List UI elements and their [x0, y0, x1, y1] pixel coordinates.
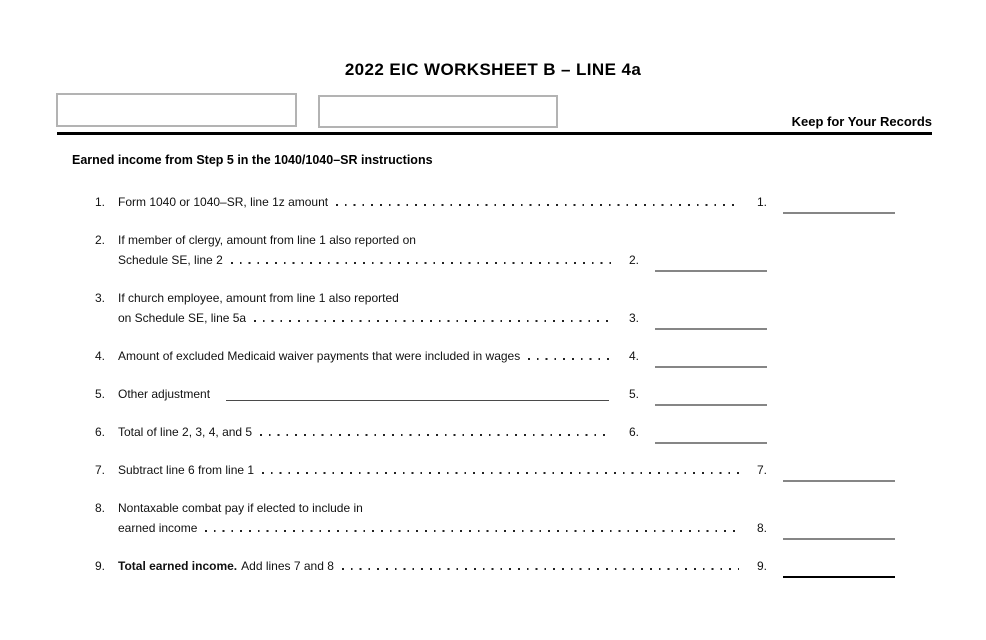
line-text: Total of line 2, 3, 4, and 5	[118, 425, 253, 439]
line-text: on Schedule SE, line 5a	[118, 311, 247, 325]
line-text: earned income	[118, 521, 198, 535]
header-entry-box-left[interactable]	[56, 93, 297, 127]
answer-number: 7.	[756, 463, 767, 477]
dotted-leader	[260, 434, 611, 436]
other-adjustment-field[interactable]	[226, 400, 609, 401]
line-6-amount-field[interactable]	[655, 442, 767, 444]
line-9-total-field[interactable]	[783, 576, 895, 578]
worksheet-line-5	[57, 384, 932, 404]
answer-number: 3.	[628, 311, 639, 325]
worksheet-line-8	[57, 498, 932, 538]
line-number: 2.	[94, 233, 105, 247]
header-rule	[57, 132, 932, 135]
answer-number: 1.	[756, 195, 767, 209]
worksheet-line-7	[57, 460, 932, 480]
answer-number: 8.	[756, 521, 767, 535]
worksheet-line-6	[57, 422, 932, 442]
line-number: 7.	[94, 463, 105, 477]
page-title: 2022 EIC WORKSHEET B – LINE 4a	[344, 60, 642, 79]
line-4-amount-field[interactable]	[655, 366, 767, 368]
line-number: 5.	[94, 387, 105, 401]
line-1-amount-field[interactable]	[783, 212, 895, 214]
answer-number: 5.	[628, 387, 639, 401]
worksheet-line-2	[57, 230, 932, 270]
line-5-amount-field[interactable]	[655, 404, 767, 406]
worksheet-line-4	[57, 346, 932, 366]
answer-number: 4.	[628, 349, 639, 363]
dotted-leader	[205, 530, 739, 532]
line-number: 4.	[94, 349, 105, 363]
line-text-bold: Total earned income.	[118, 559, 238, 573]
line-text: Amount of excluded Medicaid waiver payments that were included in wages	[118, 349, 521, 363]
answer-number: 9.	[756, 559, 767, 573]
line-text: Form 1040 or 1040–SR, line 1z amount	[118, 195, 329, 209]
line-2-amount-field[interactable]	[655, 270, 767, 272]
line-7-amount-field[interactable]	[783, 480, 895, 482]
worksheet-line-3	[57, 288, 932, 328]
dotted-leader	[336, 204, 739, 206]
answer-number: 2.	[628, 253, 639, 267]
dotted-leader	[254, 320, 611, 322]
line-text: Add lines 7 and 8	[241, 559, 334, 573]
dotted-leader	[342, 568, 739, 570]
line-number: 6.	[94, 425, 105, 439]
worksheet-line-9	[57, 556, 932, 576]
worksheet-body	[57, 152, 932, 594]
line-number: 1.	[94, 195, 105, 209]
line-text: Subtract line 6 from line 1	[118, 463, 255, 477]
line-text: Other adjustment	[118, 387, 211, 401]
line-text: Schedule SE, line 2	[118, 253, 223, 267]
line-number: 3.	[94, 291, 105, 305]
line-text: If church employee, amount from line 1 also reported	[118, 291, 399, 305]
line-number: 9.	[94, 559, 105, 573]
line-8-amount-field[interactable]	[783, 538, 895, 540]
line-text: Nontaxable combat pay if elected to include in	[118, 501, 363, 515]
keep-for-records-label: Keep for Your Records	[791, 114, 932, 129]
dotted-leader	[231, 262, 611, 264]
line-3-amount-field[interactable]	[655, 328, 767, 330]
answer-number: 6.	[628, 425, 639, 439]
dotted-leader	[262, 472, 739, 474]
line-number: 8.	[94, 501, 105, 515]
header-entry-box-right[interactable]	[318, 95, 558, 128]
line-text: If member of clergy, amount from line 1 also reported on	[118, 233, 416, 247]
worksheet-line-1	[57, 192, 932, 212]
dotted-leader	[528, 358, 611, 360]
section-heading: Earned income from Step 5 in the 1040/1040–SR instructions	[72, 153, 433, 167]
